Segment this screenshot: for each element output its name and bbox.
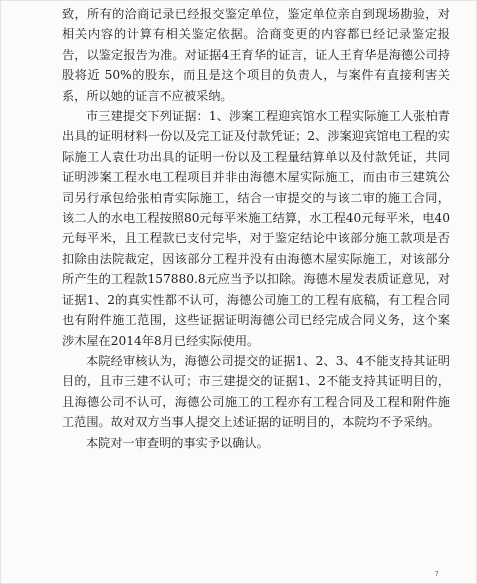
page-number: 7 — [434, 570, 439, 578]
paragraph-court-confirmation: 本院对一审查明的事实予以确认。 — [86, 435, 269, 450]
paragraph-city-third-construction-evidence: 市三建提交下列证据：1、涉案工程迎宾馆水工程实际施工人张柏青出具的证明材料一份以及完工证及付款凭证；2、涉案迎宾馆电工程的实际施工人袁仕功出具的证明一份以及工程量结算单以及付款凭证，共同证明涉案工程水电工程项目并非由海德木屋实际施工，而由市三建筑公司另行承包给张柏青实际施工，结合一审提交的与该二审的施工合同，该二人的水电工程按照80元每平米施工结算，水工程40元每平米，电40元每平米，且工程款已支付完毕，对于鉴定结论中该部分施工款项是否扣除由法院裁定，因该部分工程并没有由海德木屋实际施工，对该部分所产生的工程款157880.8元应当予以扣除。海德木屋发表质证意见，对证据1、2的真实性都不认可，海德公司施工的工程有底稿，有工程合同也有附件施工范围，这些证据证明海德公司已经完成合同义务，这个案涉木屋在2014年8月已经实际使用。 — [62, 109, 450, 348]
paragraph-continuation: 致，所有的洽商记录已经报交鉴定单位，鉴定单位亲自到现场勘验，对相关内容的计算有相关鉴定依据。洽商变更的内容都已经记录鉴定报告，以鉴定报告为准。对证据4王育华的证言，证人王育华是海德公司持股将近 50%的股东，而且是这个项目的负责人，与案件有直接利害关系，所以她的证言不应被采纳。 — [62, 7, 450, 103]
paragraph-court-review: 本院经审核认为，海德公司提交的证据1、2、3、4不能支持其证明目的，且市三建不认可；市三建提交的证据1、2不能支持其证明目的，且海德公司不认可，海德公司施工的工程亦有工程合同及工程和附件施工范围。故对双方当事人提交上述证据的证明目的，本院均不予采纳。 — [62, 353, 450, 430]
document-body — [62, 4, 450, 453]
